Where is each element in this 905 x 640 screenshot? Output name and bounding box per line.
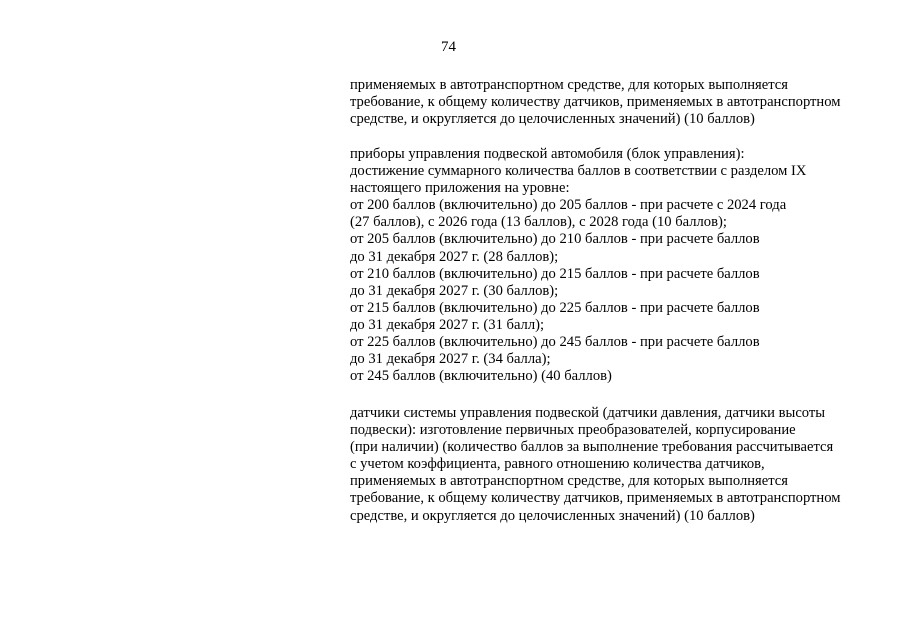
text-line: (27 баллов), с 2026 года (13 баллов), с 2028 года (10 баллов);: [350, 214, 727, 231]
text-line: от 215 баллов (включительно) до 225 баллов - при расчете баллов: [350, 299, 760, 316]
text-line: до 31 декабря 2027 г. (28 баллов);: [350, 248, 559, 265]
text-line: требование, к общему количеству датчиков, применяемых в автотранспортном: [350, 490, 841, 507]
text-line: приборы управления подвеской автомобиля (блок управления):: [350, 146, 745, 162]
text-block-continuation: [350, 77, 841, 128]
text-line: от 210 баллов (включительно) до 215 баллов - при расчете баллов: [350, 265, 760, 282]
text-line: средстве, и округляется до целочисленных значений) (10 баллов): [350, 507, 755, 524]
text-line: от 200 баллов (включительно) до 205 баллов - при расчете с 2024 года: [350, 197, 787, 214]
text-line: до 31 декабря 2027 г. (34 балла);: [350, 351, 551, 368]
text-line: от 245 баллов (включительно) (40 баллов): [350, 368, 612, 385]
text-line: (при наличии) (количество баллов за выполнение требования рассчитывается: [350, 439, 834, 456]
page-number: 74: [441, 39, 456, 55]
text-block-suspension-control: [350, 146, 806, 385]
text-line: подвески): изготовление первичных преобразователей, корпусирование: [350, 422, 796, 439]
text-line: от 225 баллов (включительно) до 245 баллов - при расчете баллов: [350, 334, 760, 351]
text-line: до 31 декабря 2027 г. (31 балл);: [350, 316, 545, 333]
text-line: до 31 декабря 2027 г. (30 баллов);: [350, 282, 559, 299]
text-line: средстве, и округляется до целочисленных значений) (10 баллов): [350, 111, 755, 128]
text-line: достижение суммарного количества баллов в соответствии с разделом IX: [350, 163, 807, 180]
text-line: с учетом коэффициента, равного отношению количества датчиков,: [350, 456, 765, 473]
text-line: требование, к общему количеству датчиков, применяемых в автотранспортном: [350, 94, 841, 111]
text-line: настоящего приложения на уровне:: [350, 180, 570, 197]
text-line: применяемых в автотранспортном средстве, для которых выполняется: [350, 77, 788, 93]
text-line: применяемых в автотранспортном средстве, для которых выполняется: [350, 473, 788, 490]
text-block-suspension-sensors: [350, 405, 841, 525]
text-line: датчики системы управления подвеской (датчики давления, датчики высоты: [350, 405, 826, 421]
text-line: от 205 баллов (включительно) до 210 баллов - при расчете баллов: [350, 231, 760, 248]
